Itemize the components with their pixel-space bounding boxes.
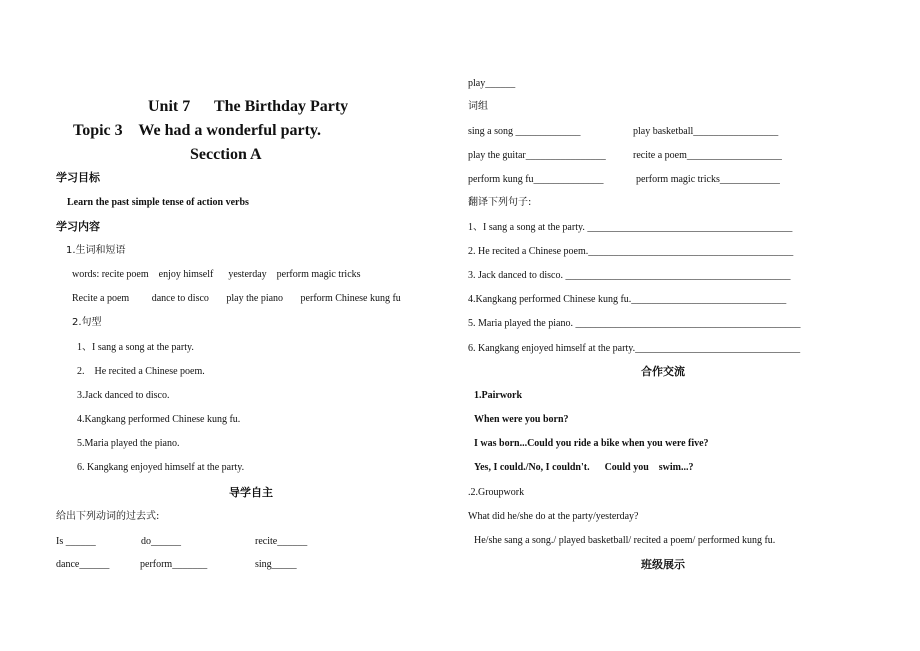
words-line-2: Recite a poem dance to disco play the piano perform Chinese kung fu [72, 293, 401, 304]
goal-heading: 学习目标 [56, 171, 100, 184]
sentence-item: 3.Jack danced to disco. [77, 390, 170, 401]
pairwork-heading: 1.Pairwork [474, 390, 523, 401]
play-blank[interactable]: play______ [468, 78, 516, 89]
sentence-item: 2. He recited a Chinese poem. [77, 366, 205, 377]
verb-blank[interactable]: dance______ [56, 559, 110, 570]
translation-item[interactable]: 6. Kangkang enjoyed himself at the party._________________________________ [468, 343, 801, 354]
sentence-item: 4.Kangkang performed Chinese kung fu. [77, 414, 241, 425]
vocab-heading: 1.生词和短语 [66, 245, 126, 256]
phrase-blank[interactable]: recite a poem___________________ [633, 150, 782, 161]
pairwork-answer-1: I was born...Could you ride a bike when you were five? [474, 438, 709, 449]
content-heading: 学习内容 [56, 220, 100, 233]
phrase-heading: 词组 [468, 101, 488, 112]
pairwork-question: When were you born? [474, 414, 569, 425]
phrase-blank[interactable]: perform magic tricks____________ [636, 174, 780, 185]
past-tense-prompt: 给出下列动词的过去式: [56, 511, 160, 522]
pairwork-answer-2: Yes, I could./No, I couldn't. Could you swim...? [474, 462, 694, 473]
goal-text: Learn the past simple tense of action verbs [67, 197, 249, 208]
phrase-blank[interactable]: play the guitar________________ [468, 150, 606, 161]
translation-item[interactable]: 3. Jack danced to disco. _____________________________________________ [468, 270, 791, 281]
class-heading: 班级展示 [641, 558, 685, 571]
sentence-item: 6. Kangkang enjoyed himself at the party. [77, 462, 245, 473]
translation-item[interactable]: 4.Kangkang performed Chinese kung fu._______________________________ [468, 294, 787, 305]
phrase-blank[interactable]: play basketball_________________ [633, 126, 779, 137]
guide-heading: 导学自主 [229, 486, 273, 499]
translate-heading: 翻译下列句子: [468, 197, 532, 208]
sentence-item: 1、I sang a song at the party. [77, 342, 194, 353]
verb-blank[interactable]: Is ______ [56, 536, 96, 547]
translation-item[interactable]: 2. He recited a Chinese poem._________________________________________ [468, 246, 794, 257]
sentence-heading: 2.句型 [72, 317, 102, 328]
sentence-item: 5.Maria played the piano. [77, 438, 180, 449]
verb-blank[interactable]: perform_______ [140, 559, 208, 570]
coop-heading: 合作交流 [641, 365, 685, 378]
groupwork-question: What did he/she do at the party/yesterday? [468, 511, 639, 522]
words-line-1: words: recite poem enjoy himself yesterday perform magic tricks [72, 269, 361, 280]
phrase-blank[interactable]: perform kung fu______________ [468, 174, 604, 185]
topic-title: Topic 3 We had a wonderful party. [73, 122, 322, 139]
groupwork-heading: .2.Groupwork [468, 487, 525, 498]
verb-blank[interactable]: sing_____ [255, 559, 297, 570]
translation-item[interactable]: 1、I sang a song at the party. _________________________________________ [468, 222, 793, 233]
verb-blank[interactable]: do______ [141, 536, 181, 547]
section-title: Secction A [190, 146, 262, 163]
verb-blank[interactable]: recite______ [255, 536, 308, 547]
translation-item[interactable]: 5. Maria played the piano. _____________________________________________ [468, 318, 801, 329]
unit-title: Unit 7 The Birthday Party [148, 98, 349, 115]
phrase-blank[interactable]: sing a song _____________ [468, 126, 581, 137]
groupwork-answer: He/she sang a song./ played basketball/ recited a poem/ performed kung fu. [474, 535, 776, 546]
